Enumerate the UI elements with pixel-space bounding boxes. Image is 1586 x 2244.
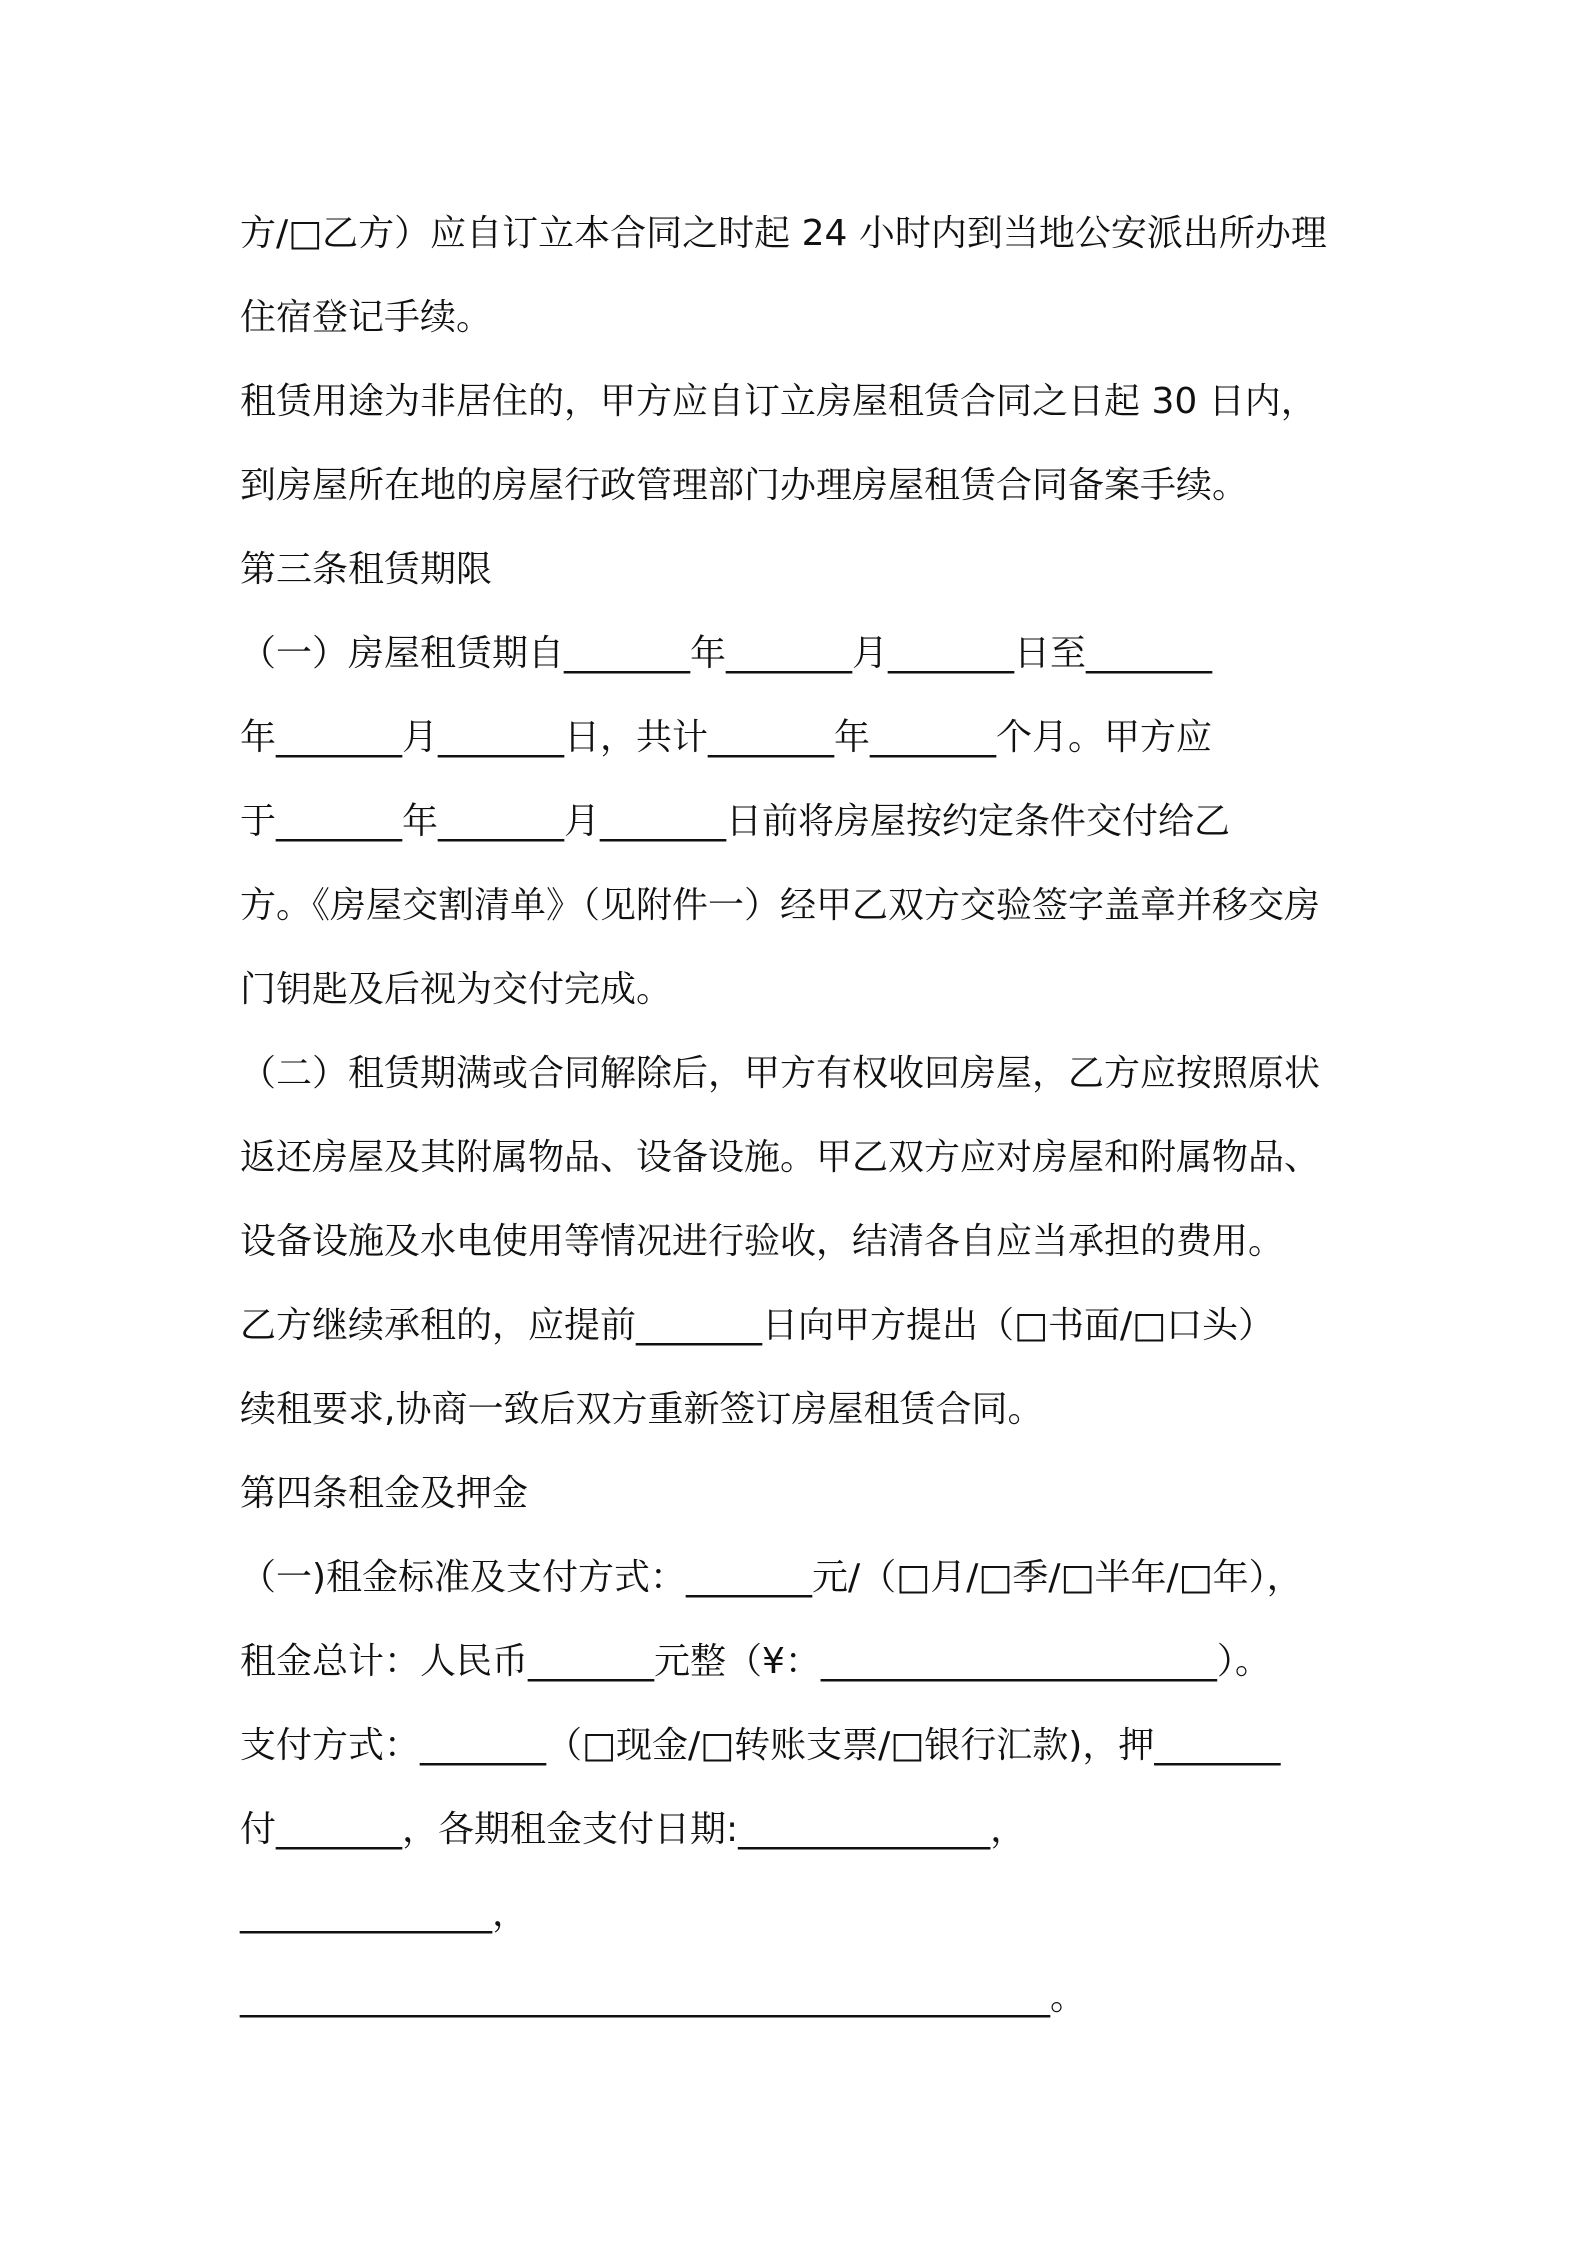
text-line: 设备设施及水电使用等情况进行验收，结清各自应当承担的费用。 xyxy=(240,1221,1285,1262)
text-line: 付_______，各期租金支付日期:______________， xyxy=(240,1809,1027,1850)
text-line: （一)租金标准及支付方式：_______元/（□月/□季/□半年/□年）， xyxy=(240,1557,1303,1598)
text-line: 方/□乙方）应自订立本合同之时起 24 小时内到当地公安派出所办理 xyxy=(240,213,1327,254)
text-line: 租赁用途为非居住的，甲方应自订立房屋租赁合同之日起 30 日内， xyxy=(240,381,1317,422)
contract-text xyxy=(240,192,1370,2040)
text-line: 租金总计：人民币_______元整（¥：______________________）。 xyxy=(240,1641,1271,1682)
text-line: （一）房屋租赁期自_______年_______月_______日至_______ xyxy=(240,633,1213,674)
text-line: 乙方继续承租的，应提前_______日向甲方提出（□书面/□口头） xyxy=(240,1305,1275,1346)
text-line: 住宿登记手续。 xyxy=(240,297,493,338)
text-line: 方。《房屋交割清单》（见附件一）经甲乙双方交验签字盖章并移交房 xyxy=(240,885,1321,926)
text-line: 门钥匙及后视为交付完成。 xyxy=(240,969,673,1010)
text-line: 到房屋所在地的房屋行政管理部门办理房屋租赁合同备案手续。 xyxy=(240,465,1249,506)
section-heading: 第四条租金及押金 xyxy=(240,1473,529,1514)
text-line: _____________________________________________。 xyxy=(240,1977,1086,2018)
text-line: 于_______年_______月_______日前将房屋按约定条件交付给乙 xyxy=(240,801,1231,842)
text-line: （二）租赁期满或合同解除后，甲方有权收回房屋，乙方应按照原状 xyxy=(240,1053,1321,1094)
text-line: 续租要求,协商一致后双方重新签订房屋租赁合同。 xyxy=(240,1389,1044,1430)
text-line: 支付方式：_______（□现金/□转账支票/□银行汇款)，押_______ xyxy=(240,1725,1281,1766)
text-line: 年_______月_______日，共计_______年_______个月。甲方应 xyxy=(240,717,1213,758)
section-heading: 第三条租赁期限 xyxy=(240,549,493,590)
text-line: 返还房屋及其附属物品、设备设施。甲乙双方应对房屋和附属物品、 xyxy=(240,1137,1321,1178)
text-line: ______________， xyxy=(240,1893,528,1934)
